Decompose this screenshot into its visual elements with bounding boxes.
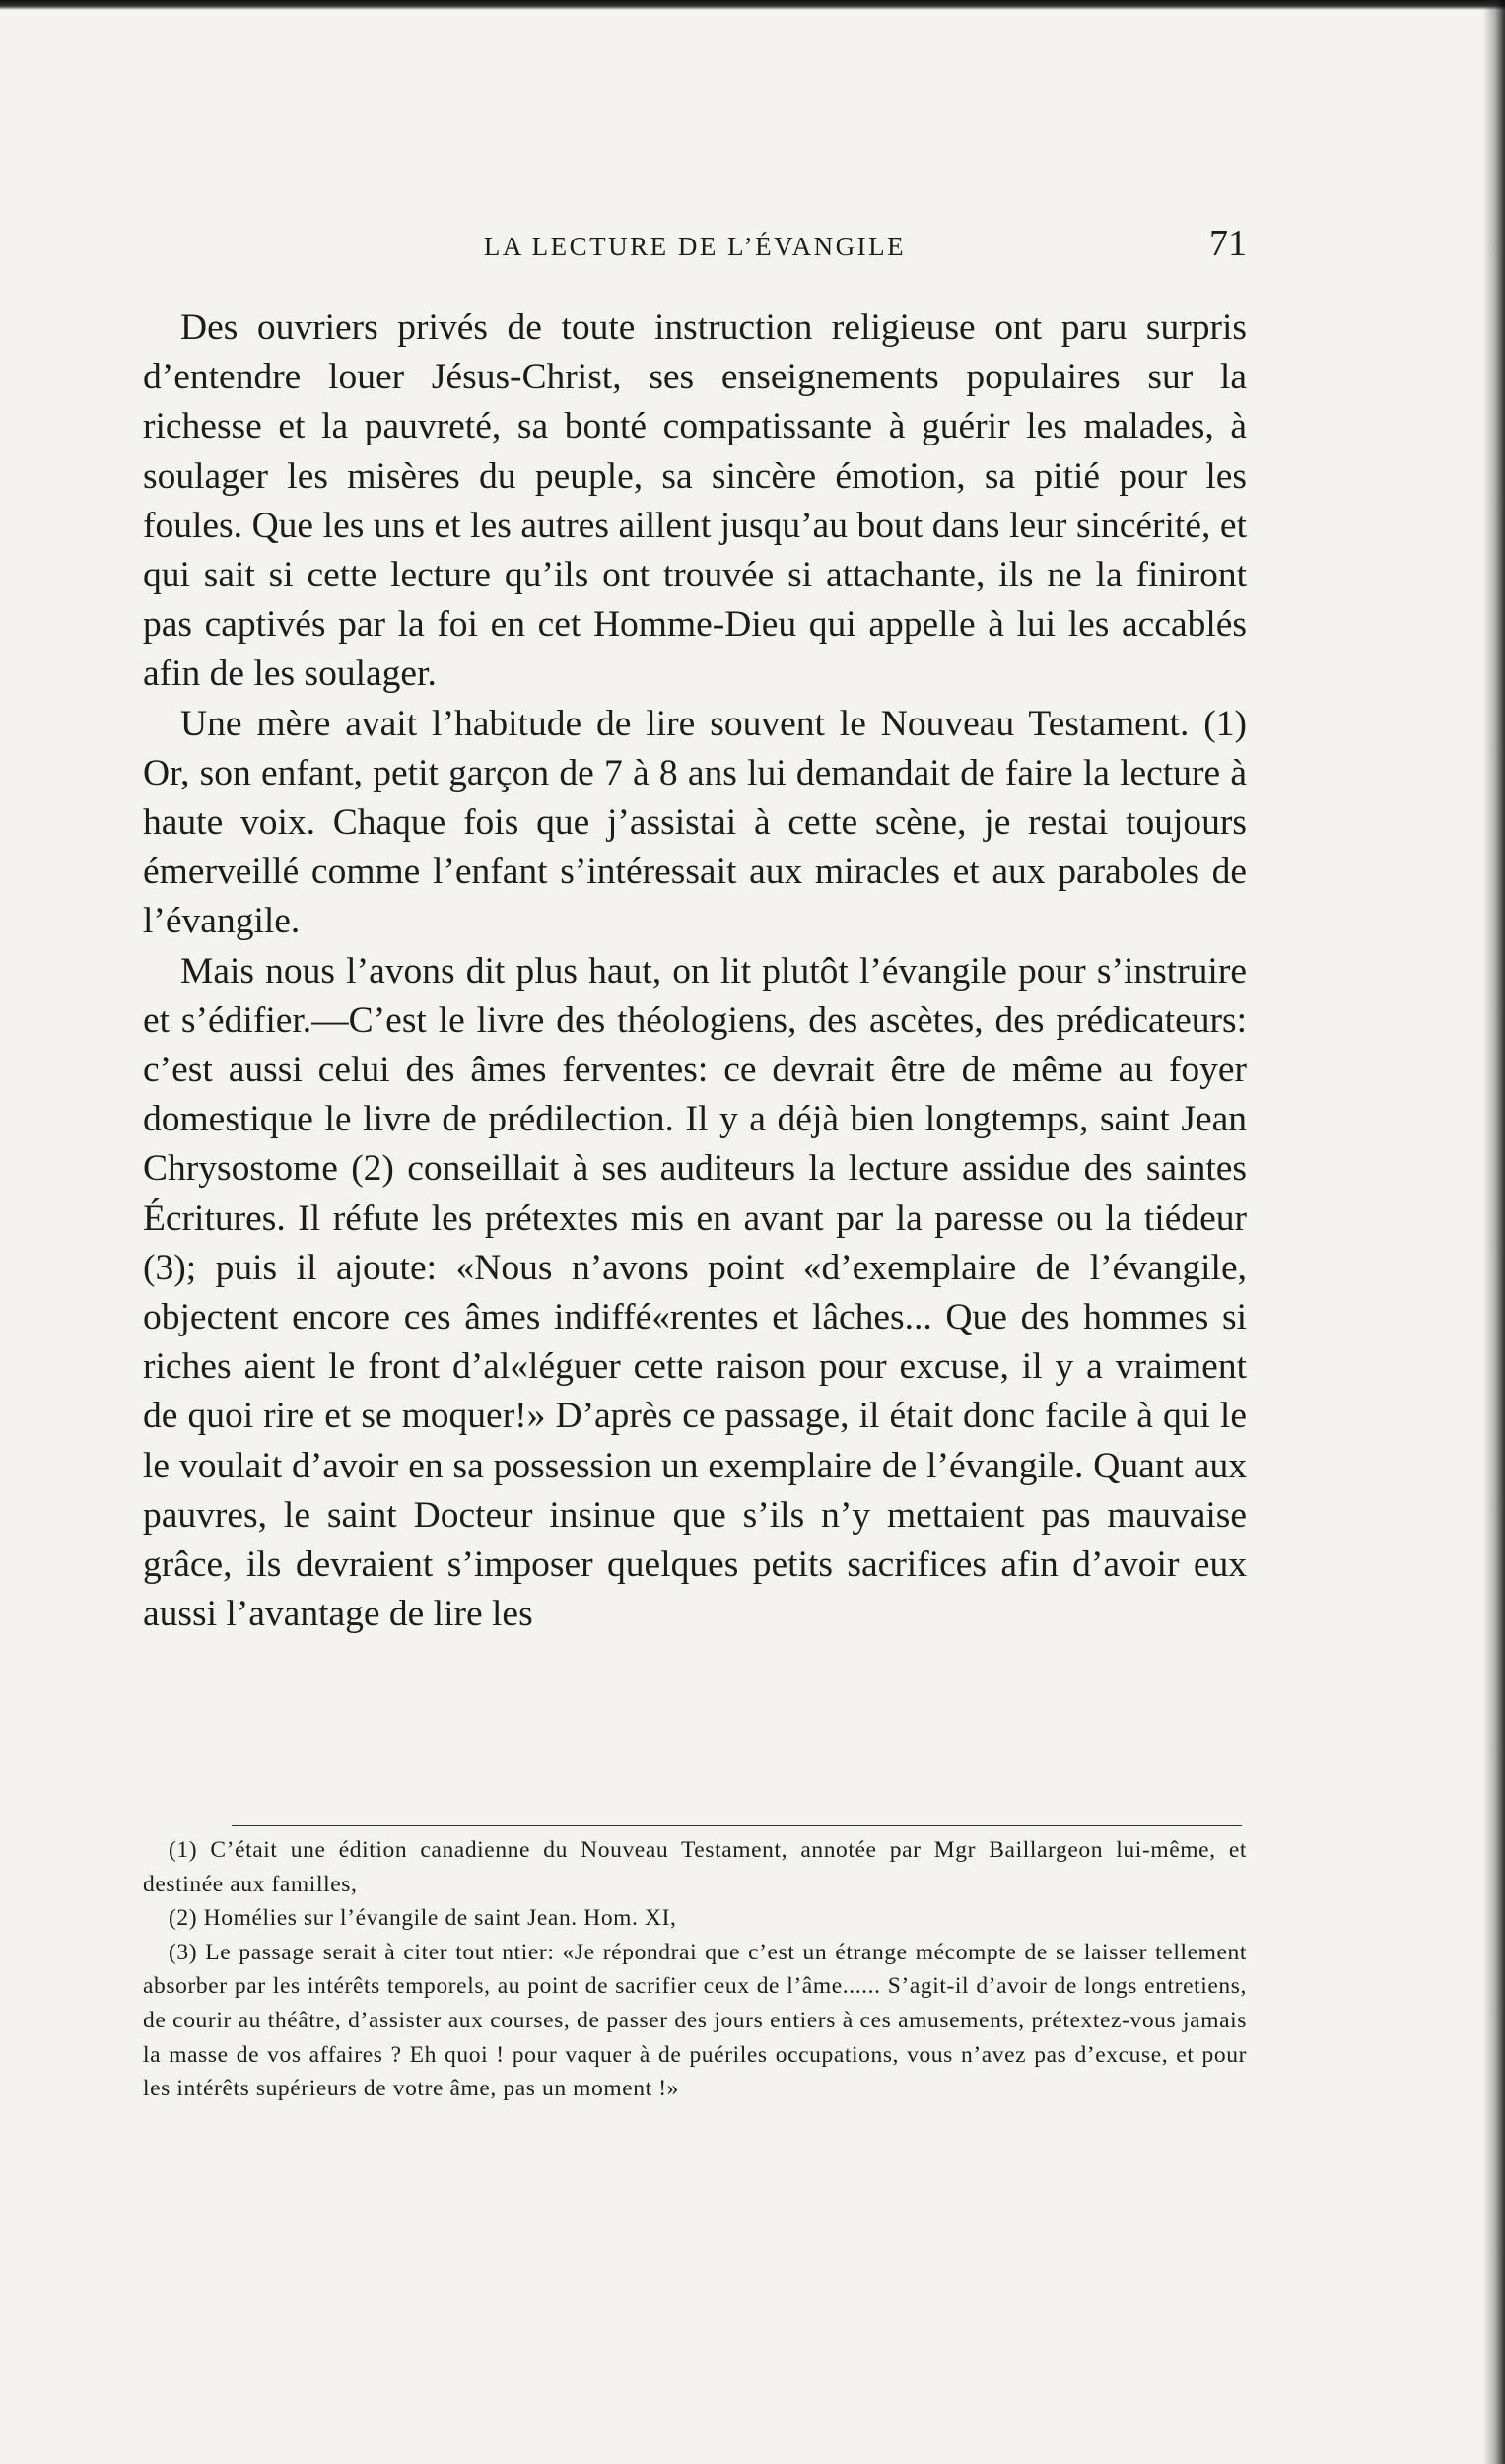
- paragraph-3: Mais nous l’avons dit plus haut, on lit plutôt l’évangile pour s’instruire et s’édifier.—C’est le livre des théologiens, des ascètes, des prédicateurs: c’est aussi celui des âmes ferventes: ce devrait être de même au foyer domestique le livre de prédilection. Il y a déjà bien longtemps, saint Jean Chrysostome (2) conseillait à ses auditeurs la lecture assidue des saintes Écritures. Il réfute les prétextes mis en avant par la paresse ou la tiédeur (3); puis il ajoute: «Nous n’avons point «d’exemplaire de l’évangile, objectent encore ces âmes indiffé«rentes et lâches... Que des hommes si riches aient le front d’al«léguer cette raison pour excuse, il y a vraiment de quoi rire et se moquer!» D’après ce passage, il était donc facile à qui le le voulait d’avoir en sa possession un exemplaire de l’évangile. Quant aux pauvres, le saint Docteur insinue que s’ils n’y mettaient pas mauvaise grâce, ils devraient s’imposer quelques petits sacrifices afin d’avoir eux aussi l’avantage de lire les: [143, 950, 1247, 1635]
- page-number: 71: [1209, 223, 1247, 264]
- scan-binding-edge: [1483, 0, 1505, 2464]
- footnotes: [143, 1833, 1247, 2106]
- running-head: LA LECTURE DE L’ÉVANGILE: [483, 232, 907, 261]
- footnote-separator: [232, 1825, 1242, 1826]
- footnote-3: (3) Le passage serait à citer tout ntier: «Je répondrai que c’est un étrange mécompte de se laisser tellement absorber par les intérêts temporels, au point de sacrifier ceux de l’âme...... S’agit-il d’avoir de longs entretiens, de courir au théâtre, d’assister aux courses, de passer des jours entiers à ces amusements, prétextez-vous jamais la masse de vos affaires ? Eh quoi ! pour vaquer à de puériles occupations, vous n’avez pas d’excuse, et pour les intérêts supérieurs de votre âme, pas un moment !»: [143, 1939, 1247, 2102]
- scan-top-edge: [0, 0, 1505, 10]
- paragraph-1: Des ouvriers privés de toute instruction religieuse ont paru surpris d’entendre louer Jésus-Christ, ses enseignements populaires sur la richesse et la pauvreté, sa bonté compatissante à guérir les malades, à soulager les misères du peuple, sa sincère émotion, sa pitié pour les foules. Que les uns et les autres aillent jusqu’au bout dans leur sincérité, et qui sait si cette lecture qu’ils ont trouvée si attachante, ils ne la finiront pas captivés par la foi en cet Homme-Dieu qui appelle à lui les accablés afin de les soulager.: [143, 308, 1247, 695]
- page-header: [143, 222, 1247, 281]
- footnote-1: (1) C’était une édition canadienne du Nouveau Testament, annotée par Mgr Baillargeon lui-même, et destinée aux familles,: [143, 1837, 1247, 1897]
- paragraph-2: Une mère avait l’habitude de lire souvent le Nouveau Testament. (1) Or, son enfant, petit garçon de 7 à 8 ans lui demandait de faire la lecture à haute voix. Chaque fois que j’assistai à cette scène, je restai toujours émerveillé comme l’enfant s’intéressait aux miracles et aux paraboles de l’évangile.: [143, 703, 1247, 942]
- main-text: [143, 304, 1247, 1639]
- footnote-2: (2) Homélies sur l’évangile de saint Jean. Hom. XI,: [169, 1905, 677, 1932]
